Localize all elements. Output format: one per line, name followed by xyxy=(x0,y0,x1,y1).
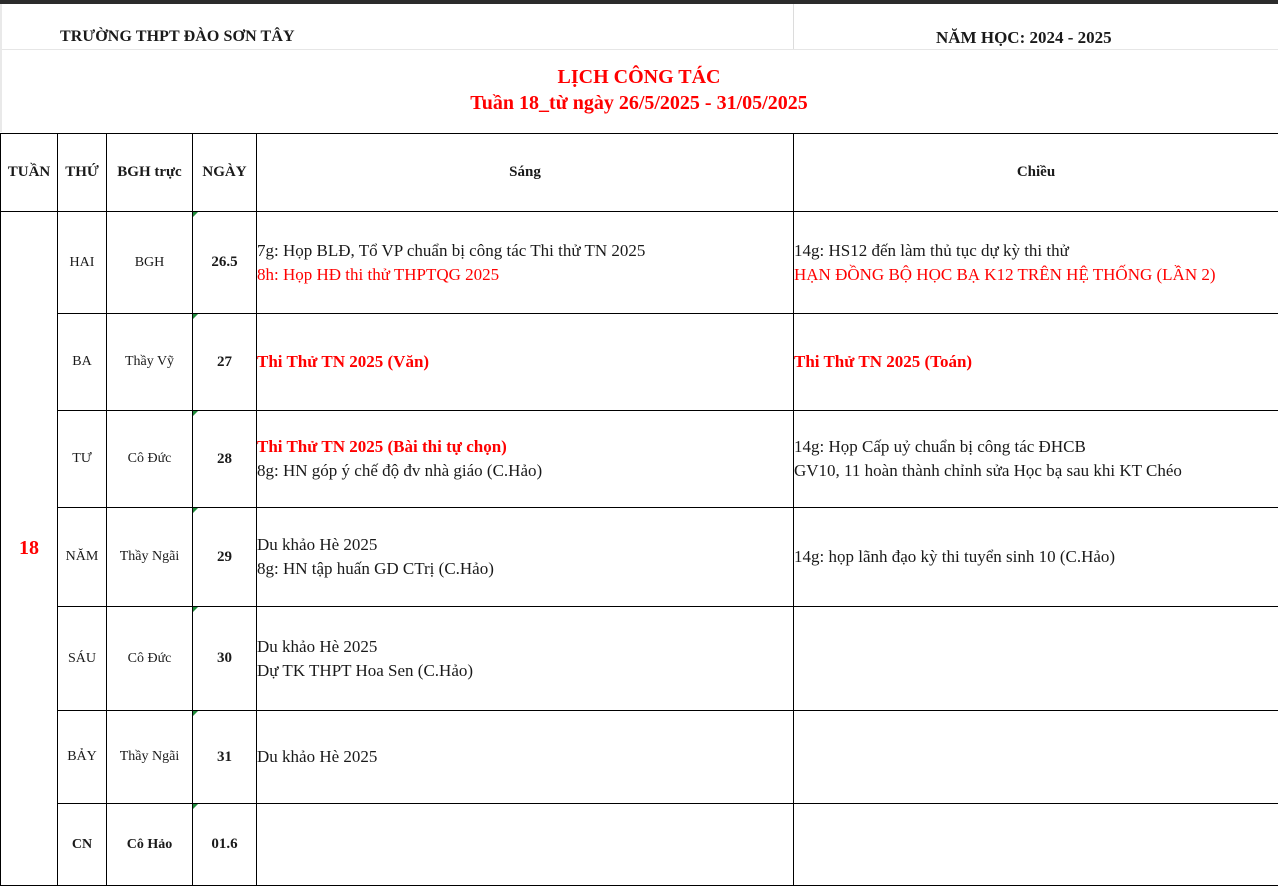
weekday-cell: BA xyxy=(58,314,107,411)
table-row xyxy=(1,607,1278,711)
duty-cell: Cô Đức xyxy=(107,607,193,711)
task-line: Dự TK THPT Hoa Sen (C.Hảo) xyxy=(257,660,474,680)
morning-cell xyxy=(257,711,794,804)
task-line: Du khảo Hè 2025 xyxy=(257,535,378,554)
morning-cell xyxy=(257,212,794,314)
task-line: Du khảo Hè 2025 xyxy=(257,636,378,656)
weekday-cell: TƯ xyxy=(58,411,107,508)
table-row xyxy=(1,508,1278,607)
task-line: GV10, 11 hoàn thành chỉnh sửa Học bạ sau khi KT Chéo xyxy=(794,461,1182,480)
date-cell: 27 xyxy=(193,314,257,411)
weekday-cell: CN xyxy=(58,804,107,886)
task-line: 8g: HN góp ý chế độ đv nhà giáo (C.Hảo) xyxy=(257,461,543,480)
task-line: 8h: Họp HĐ thi thử THPTQG 2025 xyxy=(257,264,500,284)
morning-cell xyxy=(257,314,794,411)
school-name: TRƯỜNG THPT ĐÀO SƠN TÂY xyxy=(60,28,295,45)
date-cell: 29 xyxy=(193,508,257,607)
task-line: HẠN ĐỒNG BỘ HỌC BẠ K12 TRÊN HỆ THỐNG (LẦN 2) xyxy=(794,264,1216,284)
col-afternoon-header: Chiều xyxy=(794,134,1278,212)
afternoon-cell xyxy=(794,711,1278,804)
week-number: 18 xyxy=(1,212,58,886)
col-weekday-header: THỨ xyxy=(58,134,107,212)
afternoon-cell xyxy=(794,314,1278,411)
task-line: 14g: HS12 đến làm thủ tục dự kỳ thi thử xyxy=(794,240,1069,260)
afternoon-cell xyxy=(794,411,1278,508)
task-line: 7g: Họp BLĐ, Tổ VP chuẩn bị công tác Thi thử TN 2025 xyxy=(257,240,646,260)
weekday-cell: NĂM xyxy=(58,508,107,607)
col-duty-header: BGH trực xyxy=(107,134,193,212)
task-line: Thi Thử TN 2025 (Bài thi tự chọn) xyxy=(257,437,507,456)
header-separator xyxy=(793,4,794,49)
morning-cell xyxy=(257,508,794,607)
weekday-cell: HAI xyxy=(58,212,107,314)
table-row xyxy=(1,212,1278,314)
schedule-table xyxy=(0,133,1278,886)
task-line: Thi Thử TN 2025 (Toán) xyxy=(794,352,973,371)
afternoon-cell xyxy=(794,804,1278,886)
task-line: 14g: họp lãnh đạo kỳ thi tuyển sinh 10 (C.Hảo) xyxy=(794,547,1116,566)
weekday-cell: BẢY xyxy=(58,711,107,804)
duty-cell: BGH xyxy=(107,212,193,314)
duty-cell: Thầy Ngãi xyxy=(107,711,193,804)
morning-cell xyxy=(257,411,794,508)
date-cell: 01.6 xyxy=(193,804,257,886)
col-date-header: NGÀY xyxy=(193,134,257,212)
date-cell: 31 xyxy=(193,711,257,804)
task-line: Du khảo Hè 2025 xyxy=(257,747,378,766)
school-year: NĂM HỌC: 2024 - 2025 xyxy=(936,28,1112,47)
morning-cell xyxy=(257,804,794,886)
table-row xyxy=(1,411,1278,508)
col-morning-header: Sáng xyxy=(257,134,794,212)
afternoon-cell xyxy=(794,212,1278,314)
afternoon-cell xyxy=(794,607,1278,711)
table-row xyxy=(1,314,1278,411)
weekday-cell: SÁU xyxy=(58,607,107,711)
duty-cell: Thầy Vỹ xyxy=(107,314,193,411)
page-subtitle: Tuần 18_từ ngày 26/5/2025 - 31/05/2025 xyxy=(470,92,808,114)
duty-cell: Cô Hảo xyxy=(107,804,193,886)
window-top-bar xyxy=(0,0,1278,4)
date-cell: 28 xyxy=(193,411,257,508)
page-title: LỊCH CÔNG TÁC xyxy=(557,66,721,88)
date-cell: 30 xyxy=(193,607,257,711)
task-line: 14g: Họp Cấp uỷ chuẩn bị công tác ĐHCB xyxy=(794,437,1086,456)
task-line: 8g: HN tập huấn GD CTrị (C.Hảo) xyxy=(257,559,494,578)
col-week-header: TUẦN xyxy=(1,134,58,212)
table-row xyxy=(1,711,1278,804)
date-cell: 26.5 xyxy=(193,212,257,314)
duty-cell: Thầy Ngãi xyxy=(107,508,193,607)
table-row xyxy=(1,804,1278,886)
duty-cell: Cô Đức xyxy=(107,411,193,508)
header-row xyxy=(1,134,1278,212)
task-line: Thi Thử TN 2025 (Văn) xyxy=(257,352,430,371)
afternoon-cell xyxy=(794,508,1278,607)
morning-cell xyxy=(257,607,794,711)
header-line xyxy=(2,49,1278,50)
